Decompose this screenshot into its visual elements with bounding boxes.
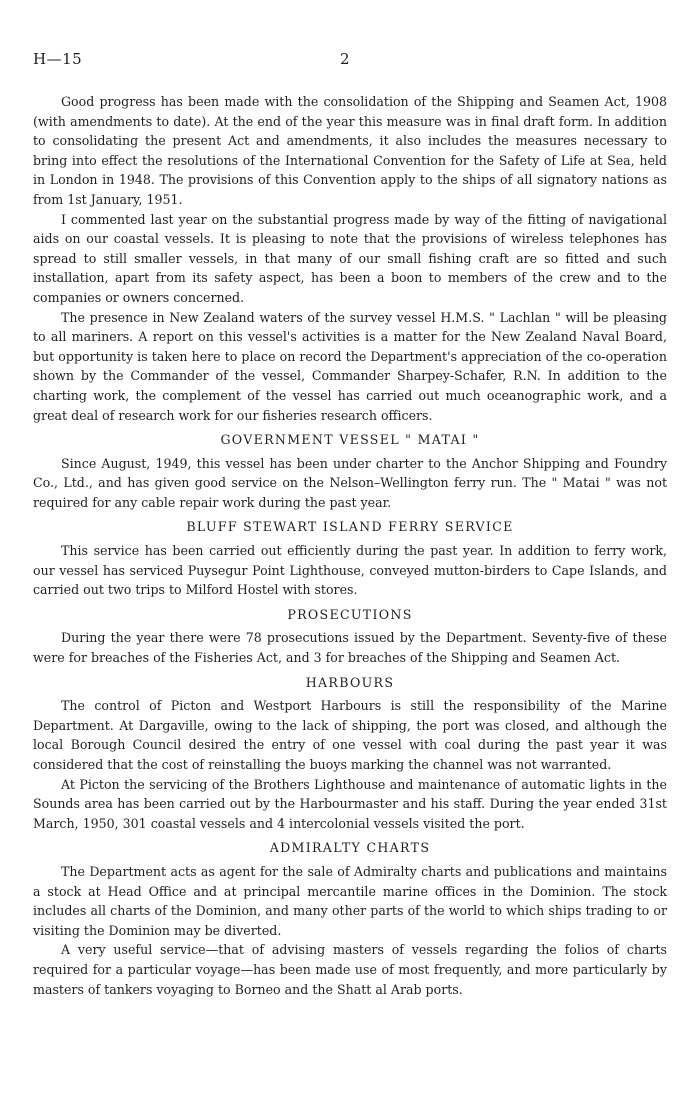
paragraph: The control of Picton and Westport Harbours is still the responsibility of the Marine Department. At Dargaville, owing to the lack of shipping, the port was closed, and although the local Borough Council desired the entry of one vessel with coal during the past year it was considered that the cost of reinstalling the buoys marking the channel was not warranted. [33, 698, 667, 772]
section-heading-prosecutions: PROSECUTIONS [287, 606, 413, 622]
paragraph: This service has been carried out efficiently during the past year. In addition to ferry work, our vessel has serviced Puysegur Point Lighthouse, conveyed mutton-birders to Cape Islands, and carried out two trips to Milford Hostel with stores. [33, 543, 667, 598]
paragraph: The presence in New Zealand waters of the survey vessel H.M.S. " Lachlan " will be pleasing to all mariners. A report on this vessel's activities is a matter for the New Zealand Naval Board, but opportunity is taken here to place on record the Department's appreciation of the co-operation shown by the Commander of the vessel, Commander Sharpey-Schafer, R.N. In addition to the charting work, the complement of the vessel has carried out much oceanographic work, and a great deal of research work for our fisheries research officers. [33, 309, 667, 423]
section-heading-harbours: HARBOURS [305, 674, 395, 690]
document-body [33, 92, 667, 999]
section-heading-bluff-ferry: BLUFF STEWART ISLAND FERRY SERVICE [186, 519, 514, 535]
paragraph: A very useful service—that of advising masters of vessels regarding the folios of charts required for a particular voyage—has been made use of most frequently, and more particularly by masters of tankers voyaging to Borneo and the Shatt al Arab ports. [33, 942, 667, 997]
paragraph: Good progress has been made with the consolidation of the Shipping and Seamen Act, 1908 (with amendments to date). At the end of the year this measure was in final draft form. In addition to consolidating the present Act and amendments, it also includes the measures necessary to bring into effect the resolutions of the International Convention for the Safety of Life at Sea, held in London in 1948. The provisions of this Convention apply to the ships of all signatory nations as from 1st January, 1951. [33, 94, 667, 207]
paragraph: Since August, 1949, this vessel has been under charter to the Anchor Shipping and Foundry Co., Ltd., and has given good service on the Nelson–Wellington ferry run. The " Matai " was not required for any cable repair work during the past year. [33, 455, 667, 510]
section-heading-admiralty-charts: ADMIRALTY CHARTS [269, 840, 431, 856]
page-number: 2 [340, 50, 350, 68]
paragraph: During the year there were 78 prosecutions issued by the Department. Seventy-five of these were for breaches of the Fisheries Act, and 3 for breaches of the Shipping and Seamen Act. [33, 630, 667, 666]
paragraph: The Department acts as agent for the sale of Admiralty charts and publications and maintains a stock at Head Office and at principal mercantile marine offices in the Dominion. The stock includes all charts of the Dominion, and many other parts of the world to which ships trading to or visiting the Dominion may be diverted. [33, 863, 667, 938]
paragraph: I commented last year on the substantial progress made by way of the fitting of navigational aids on our coastal vessels. It is pleasing to note that the provisions of wireless telephones has spread to still smaller vessels, in that many of our small fishing craft are so fitted and such installation, apart from its safety aspect, has been a boon to members of the crew and to the companies or owners concerned. [33, 211, 667, 305]
page-reference: H—15 [33, 50, 83, 68]
paragraph: At Picton the servicing of the Brothers Lighthouse and maintenance of automatic lights in the Sounds area has been carried out by the Harbourmaster and his staff. During the year ended 31st March, 1950, 301 coastal vessels and 4 intercolonial vessels visited the port. [33, 776, 667, 831]
section-heading-matai: GOVERNMENT VESSEL " MATAI " [220, 432, 480, 448]
